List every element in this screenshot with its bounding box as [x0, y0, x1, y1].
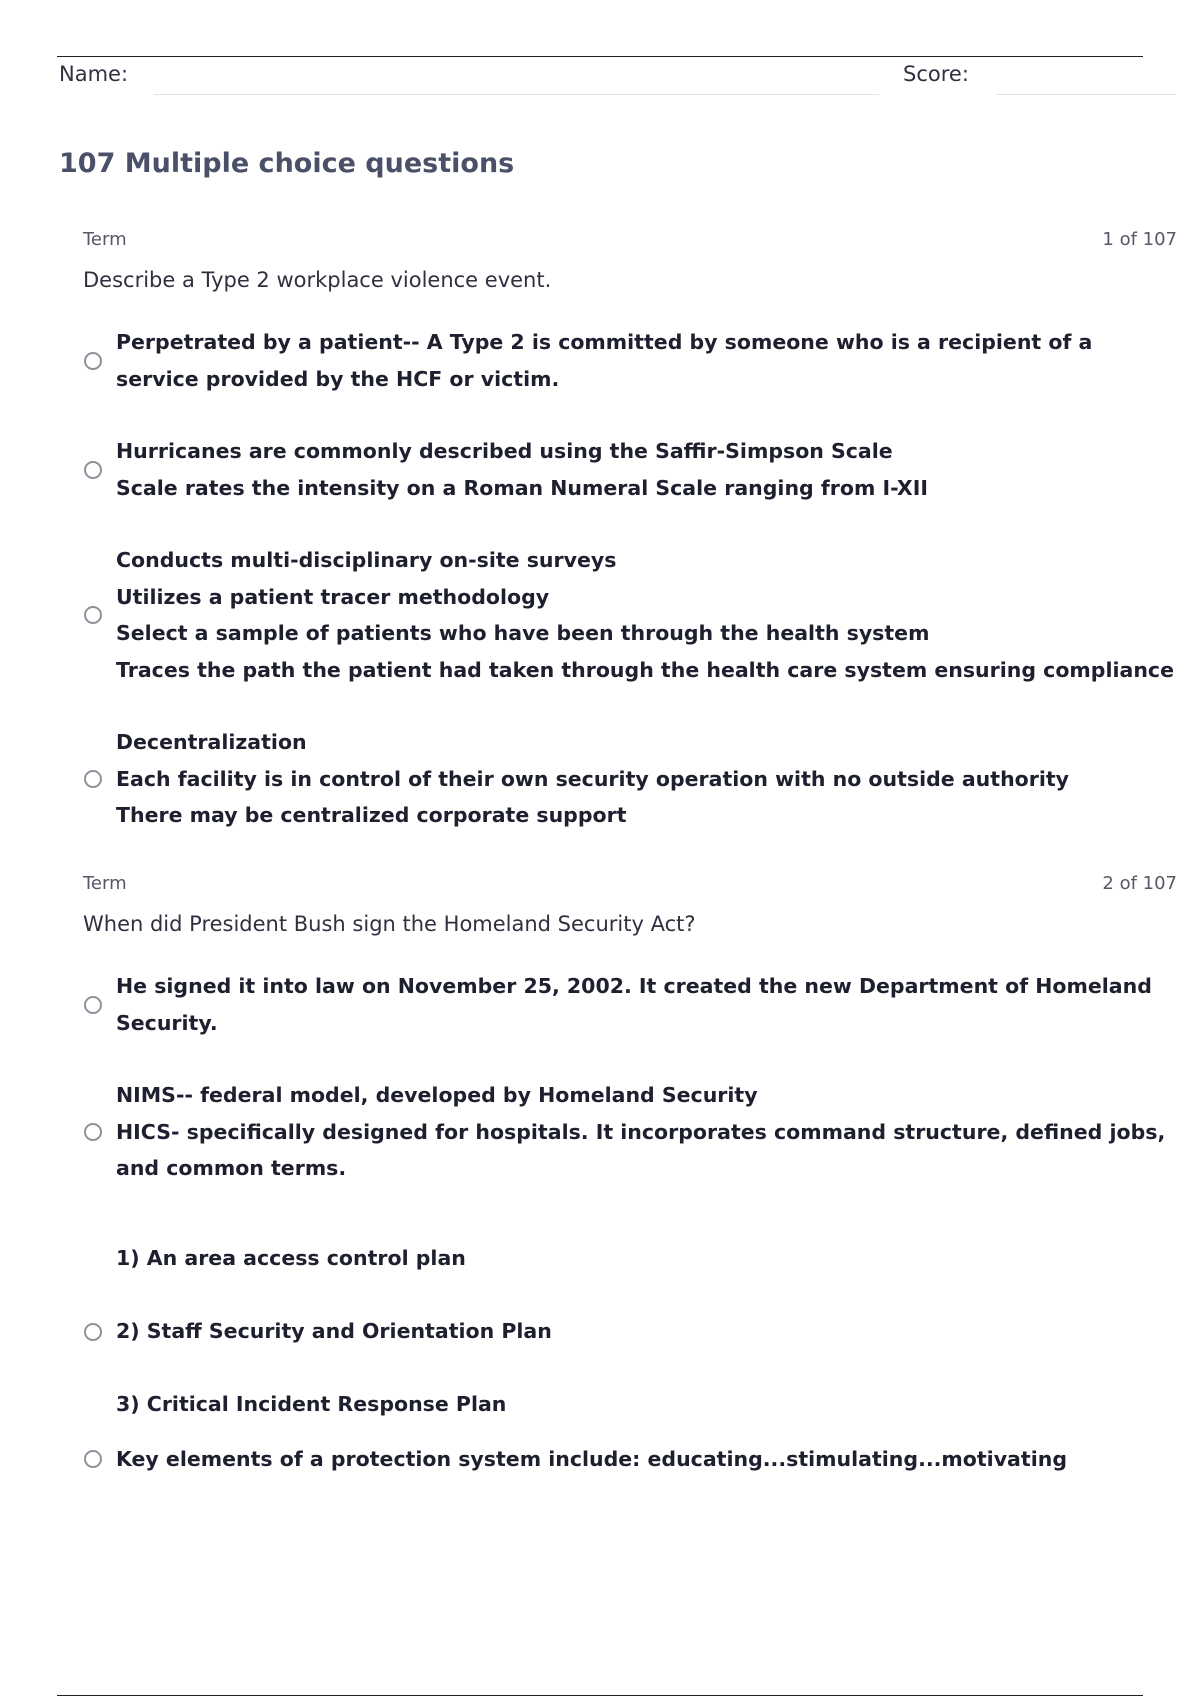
radio-icon[interactable]: [84, 1323, 102, 1341]
option-text: 1) An area access control plan 2) Staff Security and Orientation Plan 3) Critical Incident Response Plan: [116, 1246, 552, 1416]
radio-icon[interactable]: [84, 996, 102, 1014]
option-text: Hurricanes are commonly described using the Saffir-Simpson Scale Scale rates the intensity on a Roman Numeral Scale ranging from I-XII: [116, 439, 928, 500]
radio-icon[interactable]: [84, 770, 102, 788]
question-prompt: Describe a Type 2 workplace violence event.: [83, 268, 552, 292]
score-field-line: [996, 94, 1176, 95]
answer-option-2[interactable]: [83, 433, 1177, 506]
radio-icon[interactable]: [84, 352, 102, 370]
answer-option-1[interactable]: [83, 324, 1177, 397]
option-text: Perpetrated by a patient-- A Type 2 is committed by someone who is a recipient of a service provided by the HCF or victim.: [116, 330, 1093, 391]
answer-option-4[interactable]: [83, 724, 1177, 834]
answer-option-3[interactable]: [83, 1222, 1177, 1441]
question-count: 2 of 107: [1102, 873, 1177, 894]
option-text: He signed it into law on November 25, 2002. It created the new Department of Homeland Security.: [116, 974, 1152, 1035]
option-text: Key elements of a protection system include: educating...stimulating...motivating: [116, 1447, 1067, 1471]
option-text: Decentralization Each facility is in control of their own security operation with no outside authority There may be centralized corporate support: [116, 730, 1070, 827]
top-rule: [57, 56, 1143, 57]
term-label: Term: [83, 873, 127, 894]
radio-icon[interactable]: [84, 606, 102, 624]
option-text: Conducts multi-disciplinary on-site surveys Utilizes a patient tracer methodology Select a sample of patients who have been through the health system Traces the path the patient had taken through the health care system ensuring compliance: [116, 548, 1174, 682]
radio-icon[interactable]: [84, 461, 102, 479]
radio-icon[interactable]: [84, 1450, 102, 1468]
question-prompt: When did President Bush sign the Homeland Security Act?: [83, 912, 696, 936]
name-field-line: [154, 94, 879, 95]
answer-option-2[interactable]: [83, 1077, 1177, 1187]
answer-option-4[interactable]: [83, 1441, 1177, 1478]
bottom-rule: [57, 1695, 1143, 1696]
score-label: Score:: [903, 62, 969, 86]
question-count: 1 of 107: [1102, 229, 1177, 250]
name-label: Name:: [59, 62, 129, 86]
answer-option-3[interactable]: [83, 542, 1177, 688]
radio-icon[interactable]: [84, 1123, 102, 1141]
answer-option-1[interactable]: [83, 968, 1177, 1041]
option-text: NIMS-- federal model, developed by Homeland Security HICS- specifically designed for hospitals. It incorporates command structure, defined jobs, and common terms.: [116, 1083, 1166, 1180]
page-title: 107 Multiple choice questions: [59, 148, 515, 179]
term-label: Term: [83, 229, 127, 250]
